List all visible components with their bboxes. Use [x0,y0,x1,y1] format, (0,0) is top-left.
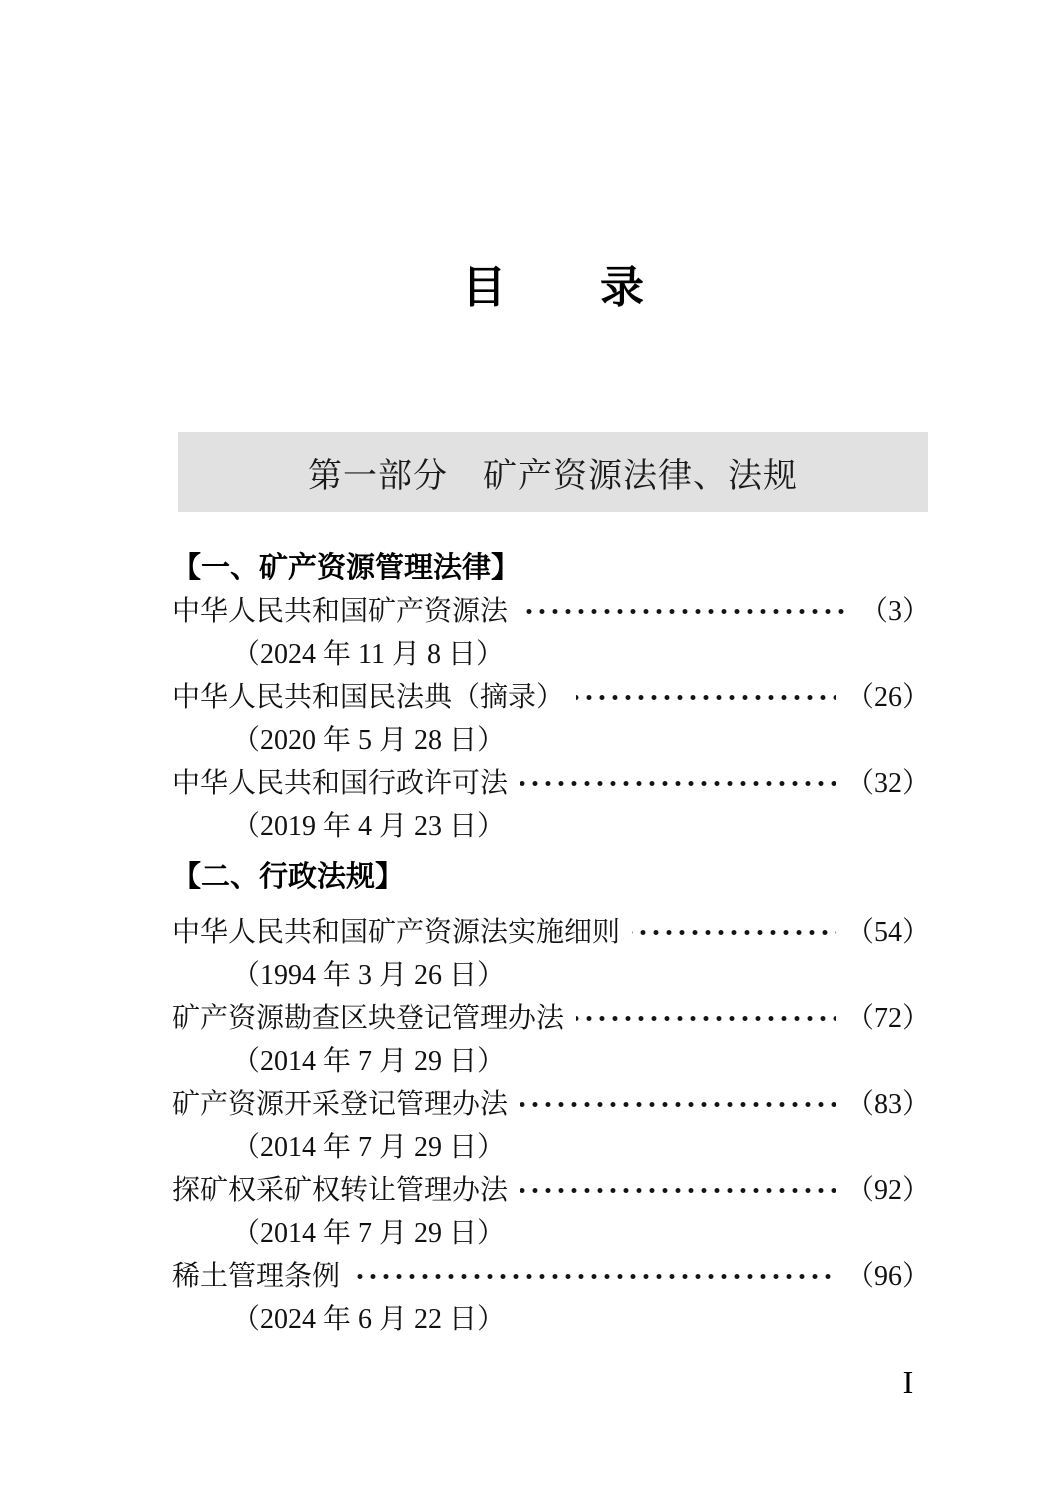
dot-leader [520,762,836,805]
entry-title[interactable]: 中华人民共和国矿产资源法实施细则 [172,917,621,948]
entry-date: （2014 年 7 月 29 日） [232,1132,506,1163]
toc-entry[interactable] [172,762,930,848]
toc-entry[interactable] [172,997,930,1083]
entry-date: （1994 年 3 月 26 日） [232,960,506,991]
dot-leader [632,911,836,954]
dot-leader [520,590,850,633]
toc-entry[interactable] [172,911,930,997]
toc-entry[interactable] [172,1255,930,1341]
page-title: 目 录 [462,263,646,312]
toc-entry[interactable] [172,1083,930,1169]
toc-entry-row[interactable] [172,1169,930,1212]
entry-title[interactable]: 稀土管理条例 [172,1261,341,1292]
section-heading-1: 【一、矿产资源管理法律】 [172,552,521,584]
toc-entry[interactable] [172,590,930,676]
toc-entry-row[interactable] [172,590,930,633]
toc-entry-row[interactable] [172,911,930,954]
entry-page-ref: （72） [845,1003,930,1034]
entry-page-ref: （3） [859,596,930,627]
entry-date: （2020 年 5 月 28 日） [232,725,506,756]
dot-leader [352,1255,836,1298]
toc-entry[interactable] [172,676,930,762]
toc-entry[interactable] [172,1169,930,1255]
dot-leader [576,997,836,1040]
entry-date: （2019 年 4 月 23 日） [232,811,506,842]
entry-page-ref: （92） [845,1175,930,1206]
dot-leader [520,1083,836,1126]
entry-date: （2024 年 11 月 8 日） [232,639,504,670]
toc-entry-row[interactable] [172,762,930,805]
part-banner [178,432,928,512]
entry-date: （2024 年 6 月 22 日） [232,1304,506,1335]
page-number-folio: I [902,1364,914,1400]
dot-leader [520,1169,836,1212]
part-banner-label: 第一部分 矿产资源法律、法规 [308,456,798,495]
entry-title[interactable]: 探矿权采矿权转让管理办法 [172,1175,509,1206]
toc-entry-row[interactable] [172,676,930,719]
toc-entry-row[interactable] [172,1083,930,1126]
entry-title[interactable]: 矿产资源勘查区块登记管理办法 [172,1003,565,1034]
entry-date: （2014 年 7 月 29 日） [232,1046,506,1077]
entry-page-ref: （32） [845,768,930,799]
entry-page-ref: （83） [845,1089,930,1120]
toc-entry-row[interactable] [172,1255,930,1298]
toc-entry-row[interactable] [172,997,930,1040]
section-heading-2: 【二、行政法规】 [172,861,405,893]
toc-list [172,547,930,1341]
entry-title[interactable]: 矿产资源开采登记管理办法 [172,1089,509,1120]
entry-page-ref: （54） [845,917,930,948]
entry-page-ref: （96） [845,1261,930,1292]
entry-title[interactable]: 中华人民共和国行政许可法 [172,768,509,799]
entry-title[interactable]: 中华人民共和国民法典（摘录） [172,682,565,713]
dot-leader [576,676,836,719]
entry-page-ref: （26） [845,682,930,713]
entry-title[interactable]: 中华人民共和国矿产资源法 [172,596,509,627]
entry-date: （2014 年 7 月 29 日） [232,1218,506,1249]
